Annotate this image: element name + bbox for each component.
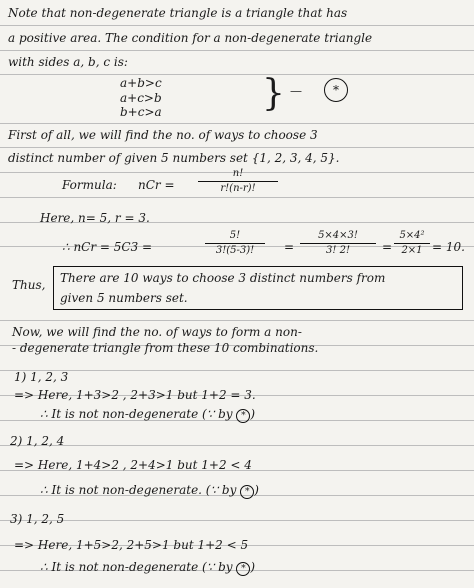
intro-line-1: Note that non-degenerate triangle is a triangle that has xyxy=(8,6,348,20)
calc-eq-3: = xyxy=(382,240,393,254)
condition-1: a+b>c xyxy=(120,76,162,90)
case-3-check: => Here, 1+5>2, 2+5>1 but 1+2 < 5 xyxy=(14,538,249,552)
ruled-line xyxy=(0,370,474,371)
ruled-line xyxy=(0,197,474,198)
here-line: Here, n= 5, r = 3. xyxy=(40,211,150,225)
now-line-2: - degenerate triangle from these 10 combinations. xyxy=(12,341,319,355)
now-line-1: Now, we will find the no. of ways to form a non- xyxy=(12,325,302,339)
intro-line-3: with sides a, b, c is: xyxy=(8,55,128,69)
thus-line-2: given 5 numbers set. xyxy=(60,291,188,305)
calc-lhs: ∴ nCr = 5C3 = xyxy=(62,240,153,254)
condition-2: a+c>b xyxy=(120,91,162,105)
calc-fraction-1: 5! 3!(5-3)! xyxy=(205,230,265,257)
star-reference-icon: * xyxy=(236,409,250,423)
case-1-title: 1) 1, 2, 3 xyxy=(14,370,69,384)
ruled-line xyxy=(0,25,474,26)
case-2-title: 2) 1, 2, 4 xyxy=(10,434,65,448)
dash-symbol: — xyxy=(290,84,302,98)
ruled-line xyxy=(0,123,474,124)
first-line-1: First of all, we will find the no. of ways to choose 3 xyxy=(8,128,318,142)
ruled-line xyxy=(0,147,474,148)
formula-denominator: r!(n-r)! xyxy=(220,183,256,194)
ruled-line xyxy=(0,445,474,446)
ruled-line xyxy=(0,320,474,321)
brace-symbol: } xyxy=(262,73,285,114)
star-reference-icon: * xyxy=(236,562,250,576)
case-2-check: => Here, 1+4>2 , 2+4>1 but 1+2 < 4 xyxy=(14,458,252,472)
thus-line-1: There are 10 ways to choose 3 distinct numbers from xyxy=(60,271,386,285)
case-3-conclusion: ∴ It is not non-degenerate (∵ by * ) xyxy=(40,560,256,574)
formula-lhs: nCr = xyxy=(138,178,175,192)
case-3-title: 3) 1, 2, 5 xyxy=(10,512,65,526)
ruled-line xyxy=(0,520,474,521)
formula-numerator: n! xyxy=(232,168,244,179)
ruled-line xyxy=(0,50,474,51)
calc-fraction-3: 5×4² 2×1 xyxy=(394,230,430,257)
formula-label: Formula: xyxy=(62,178,117,192)
intro-line-2: a positive area. The condition for a non-degenerate triangle xyxy=(8,31,373,45)
case-1-check: => Here, 1+3>2 , 2+3>1 but 1+2 = 3. xyxy=(14,388,256,402)
ruled-line xyxy=(0,74,474,75)
star-reference-icon: * xyxy=(240,485,254,499)
calc-result: = 10. xyxy=(432,240,465,254)
calc-fraction-2: 5×4×3! 3! 2! xyxy=(300,230,376,257)
case-2-conclusion: ∴ It is not non-degenerate. (∵ by * ) xyxy=(40,483,259,497)
first-line-2: distinct number of given 5 numbers set {1, 2, 3, 4, 5}. xyxy=(8,151,340,165)
thus-label: Thus, xyxy=(12,278,46,292)
case-1-conclusion: ∴ It is not non-degenerate (∵ by * ) xyxy=(40,407,256,421)
formula-fraction xyxy=(198,168,278,195)
calc-eq-2: = xyxy=(284,240,295,254)
star-condition-icon: * xyxy=(324,78,348,102)
condition-3: b+c>a xyxy=(120,105,162,119)
